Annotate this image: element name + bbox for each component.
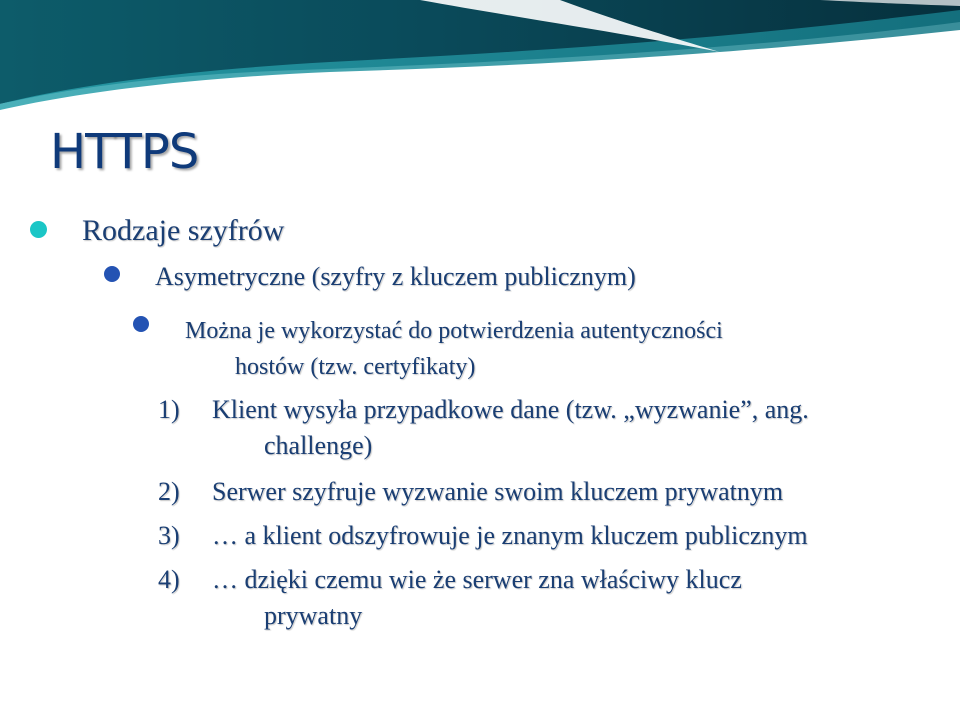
numbered-item-1-line1: Klient wysyła przypadkowe dane (tzw. „wyzwanie”, ang. [212, 395, 809, 424]
numbered-item-2-line1: Serwer szyfruje wyzwanie swoim kluczem prywatnym [212, 477, 784, 506]
bullet-level1-text: Rodzaje szyfrów [82, 214, 285, 247]
bullet-level3-line2: hostów (tzw. certyfikaty) [235, 354, 476, 380]
numbered-item-3-number: 3) [158, 521, 180, 550]
bullet-level3-line1: Można je wykorzystać do potwierdzenia autentyczności [185, 318, 723, 344]
numbered-item-4-number: 4) [158, 565, 180, 594]
numbered-item-1-line2: challenge) [264, 431, 373, 460]
bullet-level3-text [185, 313, 723, 385]
numbered-item-2-number: 2) [158, 477, 180, 506]
slide-title: HTTPS [50, 124, 199, 180]
bullet-level1-icon [30, 221, 47, 238]
numbered-item-2 [158, 474, 783, 510]
numbered-item-3-line1: … a klient odszyfrowuje je znanym kluczem publicznym [212, 521, 808, 550]
numbered-item-4-line1: … dzięki czemu wie że serwer zna właściwy klucz [212, 565, 742, 594]
numbered-item-4-line2: prywatny [264, 601, 363, 630]
numbered-item-4 [158, 562, 742, 634]
numbered-item-1-number: 1) [158, 395, 180, 424]
bullet-level2-icon [104, 266, 120, 282]
bullet-level3-icon [133, 316, 149, 332]
bullet-level2-text: Asymetryczne (szyfry z kluczem publicznym) [155, 262, 636, 291]
header-banner [0, 0, 960, 110]
numbered-item-3 [158, 518, 808, 554]
numbered-item-1 [158, 392, 809, 464]
